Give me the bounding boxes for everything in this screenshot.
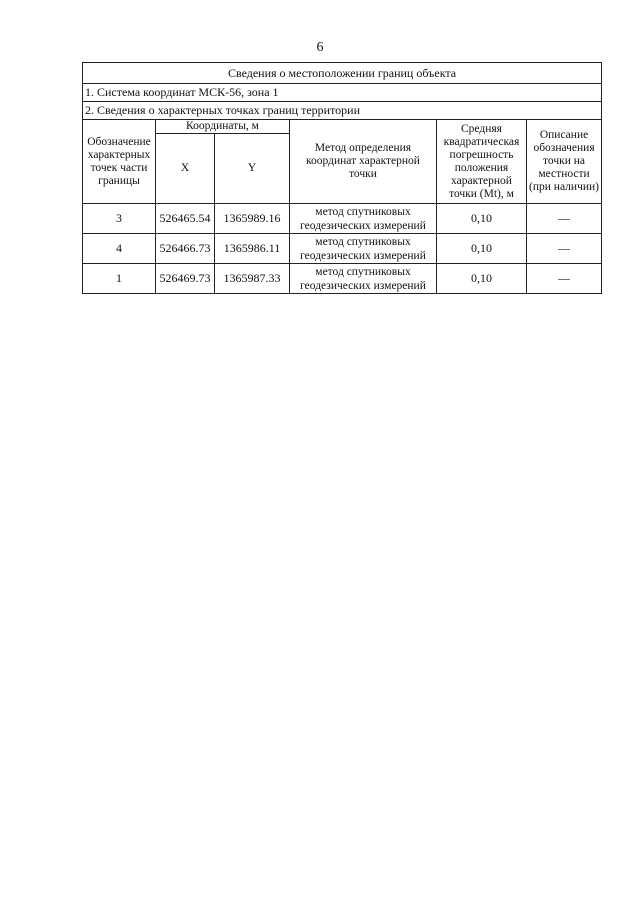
table-title: Сведения о местоположении границ объекта	[83, 63, 602, 84]
cell-y: 1365987.33	[215, 264, 290, 294]
cell-y: 1365989.16	[215, 204, 290, 234]
coordinate-system: 1. Система координат МСК-56, зона 1	[83, 84, 602, 102]
cell-method: метод спутниковых геодезических измерений	[290, 204, 437, 234]
cell-description: —	[527, 264, 602, 294]
header-y: Y	[215, 134, 290, 204]
header-coordinates: Координаты, м	[156, 120, 290, 134]
section-heading: 2. Сведения о характерных точках границ территории	[83, 102, 602, 120]
cell-point: 3	[83, 204, 156, 234]
cell-x: 526469.73	[156, 264, 215, 294]
cell-description: —	[527, 234, 602, 264]
boundary-points-table	[82, 62, 602, 294]
cell-method: метод спутниковых геодезических измерений	[290, 264, 437, 294]
cell-x: 526465.54	[156, 204, 215, 234]
cell-method: метод спутниковых геодезических измерений	[290, 234, 437, 264]
page-number: 6	[316, 40, 324, 55]
header-x: X	[156, 134, 215, 204]
cell-error: 0,10	[437, 234, 527, 264]
table-row	[83, 204, 602, 234]
cell-point: 4	[83, 234, 156, 264]
cell-point: 1	[83, 264, 156, 294]
table-row	[83, 264, 602, 294]
cell-error: 0,10	[437, 264, 527, 294]
cell-description: —	[527, 204, 602, 234]
header-point: Обозначение характерных точек части границы	[83, 120, 156, 204]
header-error: Средняя квадратическая погрешность положения характерной точки (Mt), м	[437, 120, 527, 204]
cell-y: 1365986.11	[215, 234, 290, 264]
table-row	[83, 234, 602, 264]
header-description: Описание обозначения точки на местности (при наличии)	[527, 120, 602, 204]
header-method: Метод определения координат характерной точки	[290, 120, 437, 204]
cell-x: 526466.73	[156, 234, 215, 264]
cell-error: 0,10	[437, 204, 527, 234]
